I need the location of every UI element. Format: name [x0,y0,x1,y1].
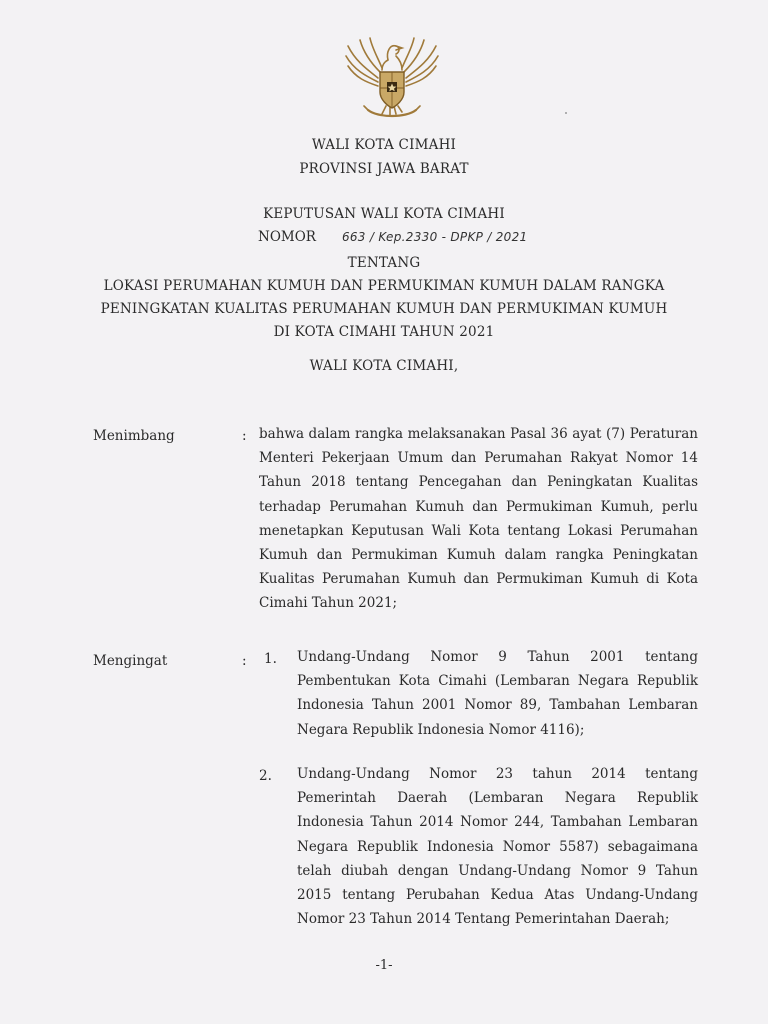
decree-issuer: WALI KOTA CIMAHI, [309,358,459,374]
decree-number-line [258,229,527,245]
mengingat-item-1-number: 1. [264,651,277,667]
mengingat-item-1-text: Undang-Undang Nomor 9 Tahun 2001 tentang Pembentukan Kota Cimahi (Lembaran Negara Republik Indonesia Tahun 2001 Nomor 89, Tambahan Lembaran Negara Republik Indonesia Nomor 4116); [297,649,698,738]
decree-subject-line-2: PENINGKATAN KUALITAS PERUMAHAN KUMUH DAN PERMUKIMAN KUMUH [100,301,668,317]
decree-title: KEPUTUSAN WALI KOTA CIMAHI [263,206,505,222]
mengingat-item-2-number: 2. [259,768,272,784]
decree-subject-line-3: DI KOTA CIMAHI TAHUN 2021 [273,324,495,340]
header-title: WALI KOTA CIMAHI [311,137,457,153]
menimbang-text: bahwa dalam rangka melaksanakan Pasal 36 ayat (7) Peraturan Menteri Pekerjaan Umum dan Perumahan Rakyat Nomor 14 Tahun 2018 tentang Pencegahan dan Peningkatan Kualitas terhadap Perumahan Kumuh dan Permukiman Kumuh, perlu menetapkan Keputusan Wali Kota tentang Lokasi Perumahan Kumuh dan Permukiman Kumuh dalam rangka Peningkatan Kualitas Perumahan Kumuh dan Permukiman Kumuh di Kota Cimahi Tahun 2021; [259,426,698,612]
scan-speck [565,112,567,114]
decree-tentang: TENTANG [347,255,421,271]
menimbang-label: Menimbang [93,428,175,444]
decree-number-label: NOMOR [258,229,316,245]
garuda-pancasila-emblem-icon [338,26,446,122]
decree-subject-line-1: LOKASI PERUMAHAN KUMUH DAN PERMUKIMAN KUMUH DALAM RANGKA [103,278,665,294]
mengingat-colon: : [242,653,247,669]
mengingat-item-2-text: Undang-Undang Nomor 23 tahun 2014 tentang Pemerintah Daerah (Lembaran Negara Republik Indonesia Tahun 2014 Nomor 244, Tambahan Lembaran Negara Republik Indonesia Nomor 5587) sebagaimana telah diubah dengan Undang-Undang Nomor 9 Tahun 2015 tentang Perubahan Kedua Atas Undang-Undang Nomor 23 Tahun 2014 Tentang Pemerintahan Daerah; [297,766,698,928]
page-number: -1- [375,958,393,973]
decree-number-handwritten: 663 / Kep.2330 - DPKP / 2021 [341,230,528,244]
mengingat-label: Mengingat [93,653,168,669]
menimbang-colon: : [242,428,247,444]
header-province: PROVINSI JAWA BARAT [299,161,469,177]
